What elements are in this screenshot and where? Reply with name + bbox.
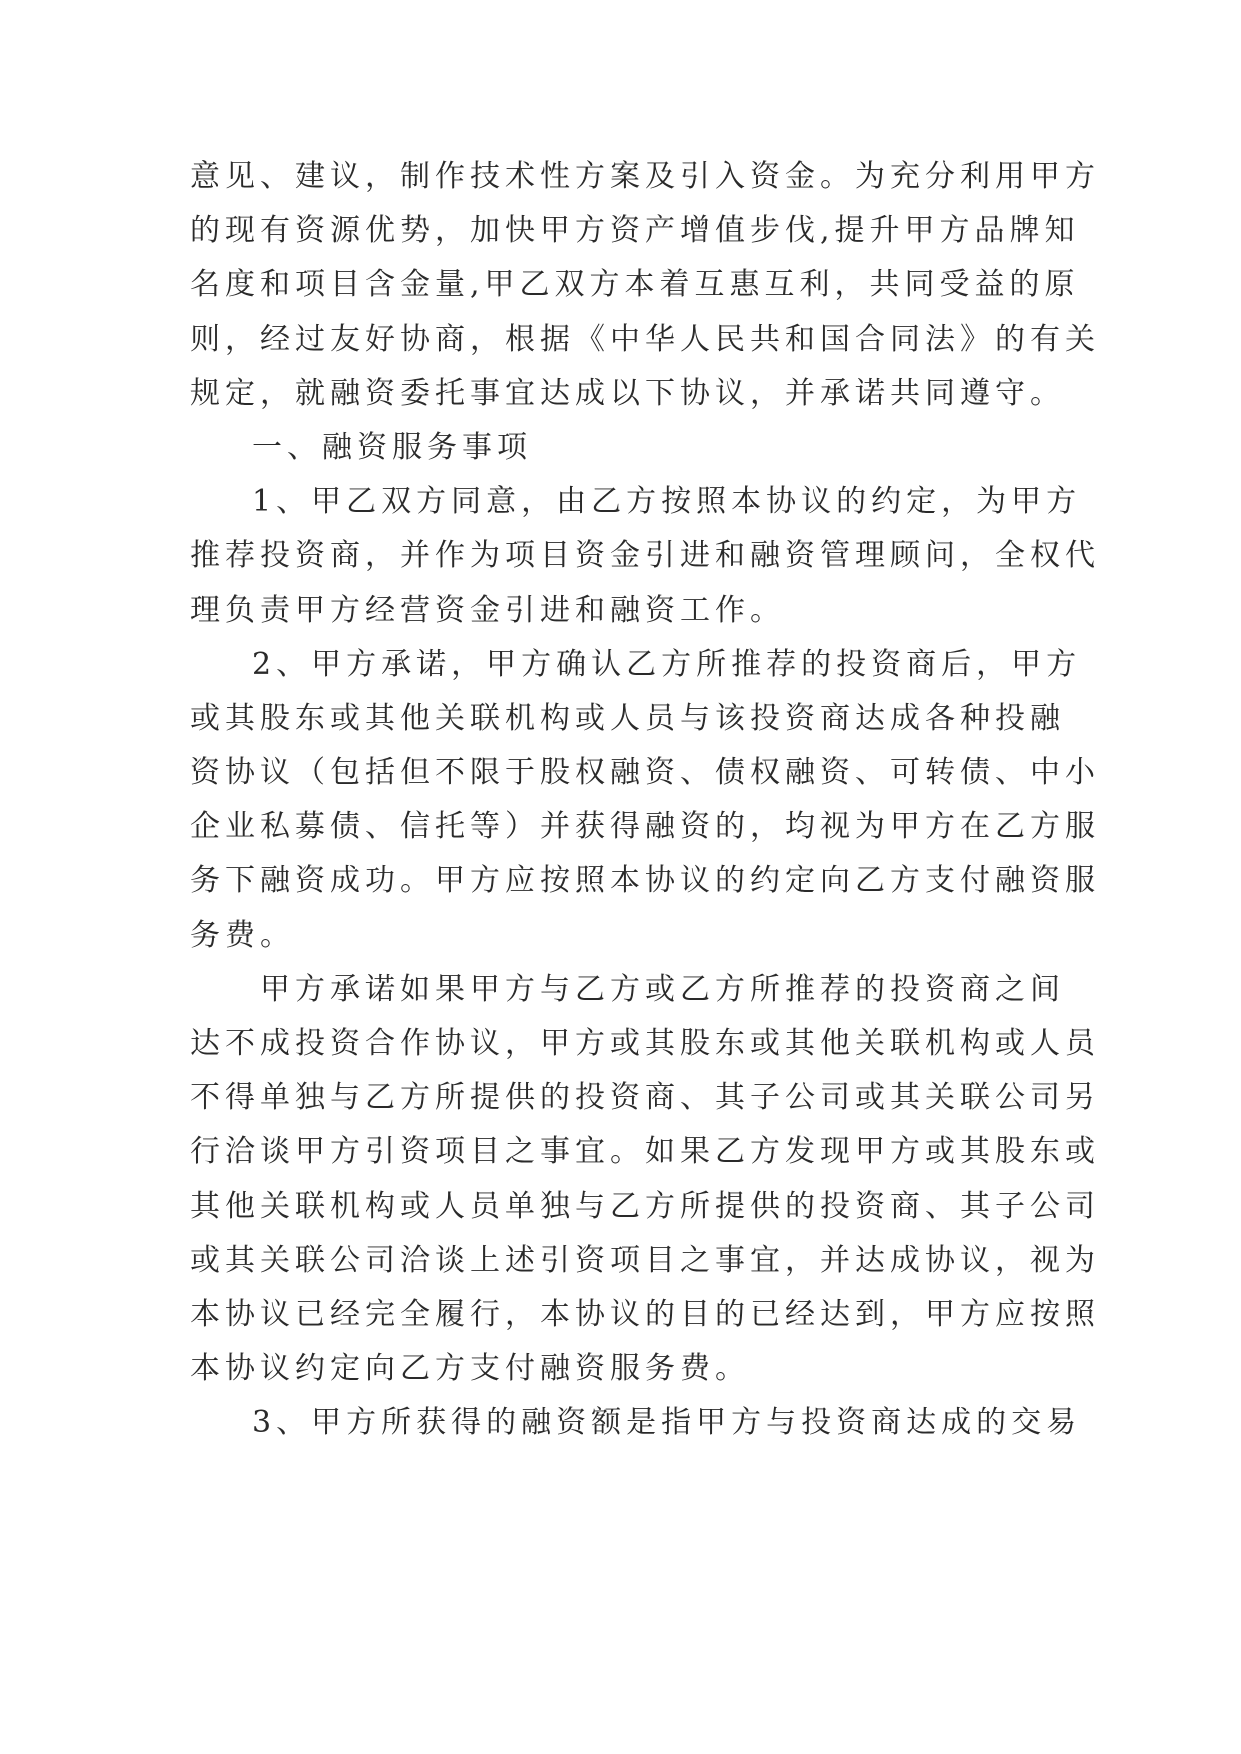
- document-body: [190, 150, 1100, 1451]
- paragraph-line: 务费。: [190, 917, 295, 953]
- paragraph-line: 的现有资源优势，加快甲方资产增值步伐,提升甲方品牌知: [190, 213, 1080, 249]
- paragraph-line: 名度和项目含金量,甲乙双方本着互惠互利，共同受益的原: [190, 267, 1080, 303]
- paragraph-line: 1、甲乙双方同意，由乙方按照本协议的约定，为甲方: [252, 484, 1082, 520]
- paragraph-line: 资协议（包括但不限于股权融资、债权融资、可转债、中小: [190, 755, 1100, 791]
- paragraph-line: 或其股东或其他关联机构或人员与该投资商达成各种投融: [190, 700, 1065, 736]
- paragraph-line: 其他关联机构或人员单独与乙方所提供的投资商、其子公司: [190, 1188, 1100, 1224]
- paragraph-line: 3、甲方所获得的融资额是指甲方与投资商达成的交易: [252, 1405, 1082, 1441]
- paragraph-line: 企业私募债、信托等）并获得融资的，均视为甲方在乙方服: [190, 809, 1100, 845]
- paragraph-line: 甲方承诺如果甲方与乙方或乙方所推荐的投资商之间: [260, 971, 1065, 1007]
- paragraph-line: 2、甲方承诺，甲方确认乙方所推荐的投资商后，甲方: [252, 646, 1082, 682]
- paragraph-line: 或其关联公司洽谈上述引资项目之事宜，并达成协议，视为: [190, 1242, 1100, 1278]
- paragraph-line: 不得单独与乙方所提供的投资商、其子公司或其关联公司另: [190, 1080, 1100, 1116]
- paragraph-line: 理负责甲方经营资金引进和融资工作。: [190, 592, 785, 628]
- paragraph-line: 本协议已经完全履行，本协议的目的已经达到，甲方应按照: [190, 1296, 1100, 1332]
- paragraph-line: 务下融资成功。甲方应按照本协议的约定向乙方支付融资服: [190, 863, 1100, 899]
- paragraph-line: 达不成投资合作协议，甲方或其股东或其他关联机构或人员: [190, 1026, 1100, 1061]
- paragraph-line: 推荐投资商，并作为项目资金引进和融资管理顾问，全权代: [190, 538, 1100, 574]
- paragraph-line: 则，经过友好协商，根据《中华人民共和国合同法》的有关: [190, 321, 1100, 357]
- paragraph-line: 行洽谈甲方引资项目之事宜。如果乙方发现甲方或其股东或: [190, 1134, 1100, 1170]
- paragraph-line: 规定，就融资委托事宜达成以下协议，并承诺共同遵守。: [190, 375, 1065, 411]
- section-heading: 一、融资服务事项: [252, 429, 532, 465]
- paragraph-line: 本协议约定向乙方支付融资服务费。: [190, 1351, 750, 1387]
- paragraph-line: 意见、建议，制作技术性方案及引入资金。为充分利用甲方: [190, 159, 1100, 194]
